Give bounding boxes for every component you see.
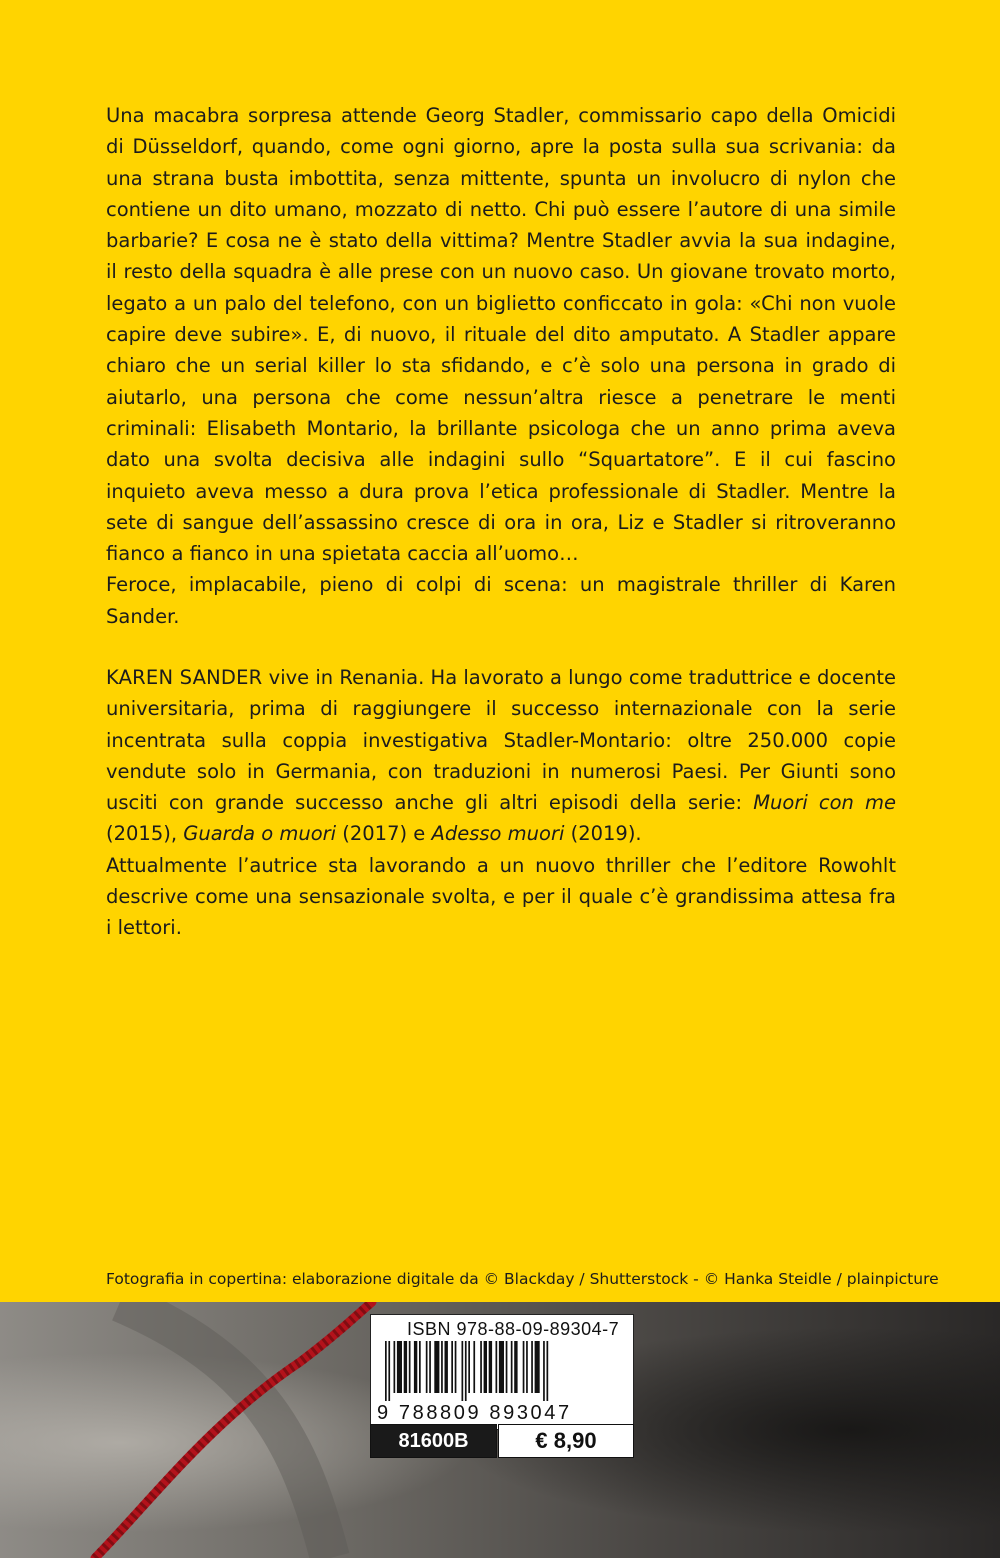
book-year: (2015), [106,822,184,846]
barcode-bar [523,1341,525,1393]
barcode-bar [419,1341,421,1393]
barcode-bar [429,1341,431,1393]
price-tag: € 8,90 [498,1424,634,1458]
barcode-bar [484,1341,487,1393]
barcode-bar [397,1341,402,1393]
bio-text-2: Attualmente l’autrice sta lavorando a un nuovo thriller che l’editore Rowohlt descrive come una sensazionale svolta, e per il quale c’è grandissima attesa fra i lettori. [106,853,896,940]
book-title: Guarda o muori [183,822,337,846]
barcode-bar [388,1341,390,1401]
book-title: Muori con me [753,791,897,815]
barcode-bar [451,1341,453,1393]
barcode-bar [404,1341,407,1393]
barcode-bar [455,1341,457,1393]
barcode-bar [511,1341,513,1393]
barcode-bar [462,1341,464,1401]
barcode-bar [531,1341,533,1393]
barcode-bars [371,1339,633,1401]
barcode-bar [385,1341,387,1401]
synopsis-text: Una macabra sorpresa attende Georg Stadler, commissario capo della Omicidi di Düsseldorf, quando, come ogni giorno, apre la posta sulla sua scrivania: da una strana busta imbottita, senza mittente, spunta un involucro di nylon che contiene un dito umano, mozzato di netto. Chi può essere l’autore di una simile barbarie? E cosa ne è stato della vittima? Mentre Stadler avvia la sua indagine, il resto della squadra è alle prese con un nuovo caso. Un giovane trovato morto, legato a un palo del telefono, con un biglietto conficcato in gola: «Chi non vuole capire deve subire». E, di nuovo, il rituale del dito amputato. A Stadler appare chiaro che un serial killer lo sta sfidando, e c’è solo una persona in grado di aiutarlo, una persona che come nessun’altra riesce a penetrare le menti criminali: Elisabeth Montario, la brillante psicologa che un anno prima aveva dato una svolta decisiva alle indagini sullo “Squartatore”. E il cui fascino inquieto aveva messo a dura prova l’etica professionale di Stadler. Mentre la sete di sangue dell’assassino cresce di ora in ora, Liz e Stadler si ritroveranno fianco a fianco in una spietata caccia all’uomo… [106,104,896,566]
barcode-bar [468,1341,470,1393]
author-name: KAREN SANDER [106,666,263,689]
barcode-bar [547,1341,549,1401]
barcode-digits: 9 788809 893047 [377,1402,572,1424]
barcode-bar [514,1341,517,1393]
product-code: 81600B [370,1424,497,1458]
barcode-bar [506,1341,508,1393]
book-title: Adesso muori [431,822,565,846]
author-bio [106,662,896,944]
barcode-bar [543,1341,545,1401]
book-year: (2019). [564,822,642,846]
bio-text: vive in Renania. Ha lavorato a lungo come traduttrice e docente universitaria, prima di raggiungere il successo internazionale con la serie incentrata sulla coppia investigativa Stadler-Montario: oltre 250.000 copie vendute solo in Germania, con traduzioni in numerosi Paesi. Per Giunti sono usciti con grande successo anche gli altri episodi della serie: [106,666,896,815]
synopsis-closing: Feroce, implacabile, pieno di colpi di scena: un magistrale thriller di Karen Sander. [106,573,896,628]
barcode-bar [526,1341,528,1393]
barcode-bar [426,1341,428,1393]
barcode-bar [480,1341,482,1393]
barcode-bar [465,1341,467,1401]
barcode-bar [441,1341,443,1393]
barcode-bar [434,1341,439,1393]
book-year: (2017) e [336,822,432,846]
photo-credits: Fotografia in copertina: elaborazione digitale da © Blackday / Shutterstock - © Hanka Steidle / plainpicture [106,1270,939,1288]
barcode-bar [496,1341,498,1393]
barcode-label [370,1314,634,1430]
synopsis [106,100,896,632]
barcode-bar [473,1341,475,1393]
isbn-text: ISBN 978-88-09-89304-7 [407,1319,620,1339]
barcode-bar [414,1341,417,1393]
barcode-bar [499,1341,504,1393]
barcode-bar [535,1341,540,1393]
barcode-bar [445,1341,448,1393]
barcode-bar [409,1341,411,1393]
barcode-bar [394,1341,396,1393]
barcode-bar [489,1341,492,1393]
